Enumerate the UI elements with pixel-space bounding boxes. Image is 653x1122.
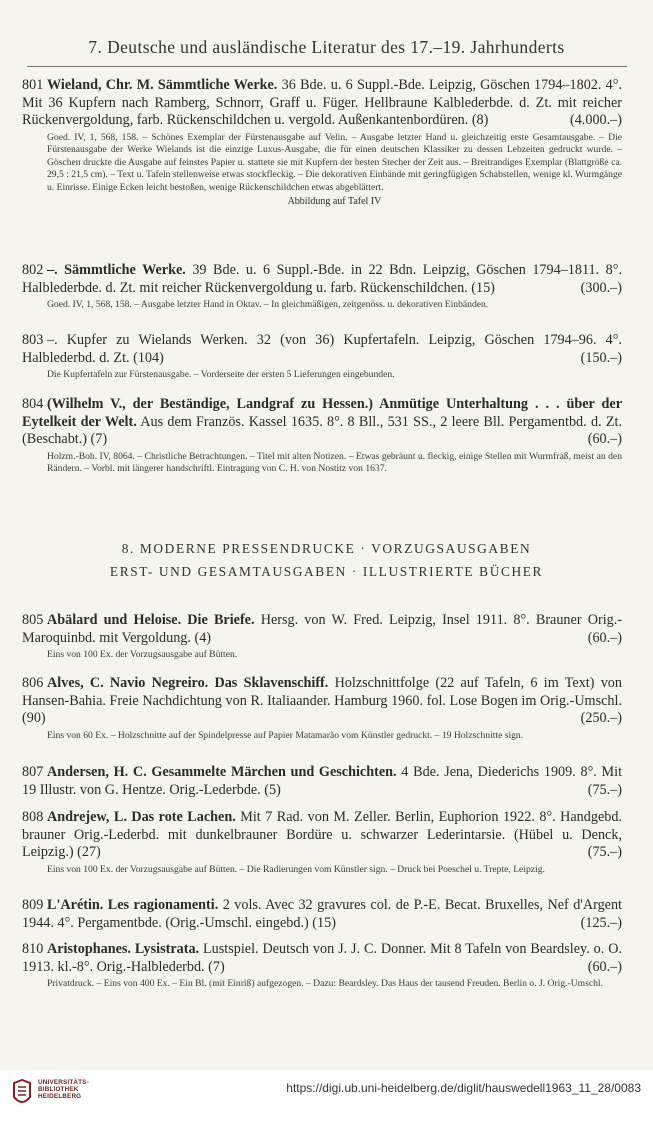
lot-number: 810 [22,941,44,957]
lot-number: 804 [22,396,44,412]
catalog-entry-804 [22,396,622,476]
catalog-entry-801 [22,77,622,207]
entry-title: L'Arétin. Les ragionamenti. [47,897,219,913]
catalog-entry-809 [22,897,622,932]
lot-price: (150.–) [580,349,622,366]
source-url-link[interactable]: https://digi.ub.uni-heidelberg.de/diglit/hauswedell1963_11_28/0083 [286,1081,641,1095]
lot-price: (60.–) [587,431,622,447]
entry-title: Aristophanes. Lysistrata. [47,941,200,957]
library-logo-text [38,1079,89,1101]
catalog-entry-803 [22,332,622,382]
entry-text: Mit 7 Rad. von M. Zeller. Berlin, Euphorion 1922. 8°. Handgebd. brauner Orig.-Lederbd. mit dunkelbrauner Bordüre u. schwarzer Lederintarsie. (Hübel u. Denck, Leipzig.) (27) [22,809,622,860]
viewer-footer [0,1070,653,1122]
entry-text: 2 vols. Avec 32 gravures col. de P.-E. Becat. Bruxelles, Nef d'Argent 1944. 4°. Pergamentbde. (Orig.-Umschl. eingebd.) (15) [22,897,622,931]
entry-description: Eins von 100 Ex. der Vorzugsausgabe auf Bütten. [47,649,238,660]
entry-text: 4 Bde. Jena, Diederichs 1909. 8°. Mit 19 Illustr. von G. Hentze. Orig.-Lederbde. (5) [22,764,623,798]
lot-number: 802 [22,262,44,278]
lot-number: 806 [22,675,44,691]
lot-price: (300.–) [580,279,622,296]
entry-description: Goed. IV, 1, 568, 158. – Ausgabe letzter Hand in Oktav. – In gleichmäßigen, zeitgenöss. u. dekorativen Einbänden. [47,299,489,310]
lot-price: (75.–) [587,781,622,798]
entry-description: Eins von 60 Ex. – Holzschnitte auf der Spindelpresse auf Papier Matamarão vom Künstler gedruckt. – 19 Holzschnitte sign. [47,729,524,741]
plate-reference: Abbildung auf Tafel IV [287,196,382,208]
library-logo-icon [10,1079,34,1109]
entry-text: Lustspiel. Deutsch von J. J. C. Donner. Mit 8 Tafeln von Beardsley. o. O. 1913. kl.-8°. Orig.-Halblederbd. (7) [22,941,622,975]
entry-title: Alves, C. Navio Negreiro. Das Sklavenschiff. [47,675,329,691]
entry-text: Holzschnittfolge (22 auf Tafeln, 6 im Text) von Hansen-Bahia. Freie Nachdichtung von R. Italiaander. Hamburg 1960. fol. Lose Bogen im Orig.-Umschl. (90) [22,675,622,726]
entry-text: Hersg. von W. Fred. Leipzig, Insel 1911. 8°. Brauner Orig.-Maroquinbd. mit Vergoldung. (4) [22,612,622,646]
lot-number: 809 [22,897,44,913]
lot-price: (75.–) [587,844,622,860]
entry-description: Goed. IV, 1, 568, 158. – Schönes Exemplar der Fürstenausgabe auf Velin. – Ausgabe letzter Hand u. gleichzeitig erste Gesamtausgabe. – Die Fürstenausgabe der Werke Wielands ist die einzige Luxus-Ausgabe, die für einen deutschen Klassiker zu dessen Lebzeiten gedruckt wurde. – Göschen druckte die Ausgabe auf feinstes Papier u. stattete sie mit Kupfern der besten Stecher der Zeit aus. – Breitrandiges Exemplar (Blattgröße ca. 29,5 : 21,5 cm). – Text u. Tafeln stellenweise etwas stockfleckig. – Die dekorativen Einbände mit geringfügigen Schabstellen, wenige kl. Wurmgänge u. Einrisse. Einige Ecken leicht bestoßen, wenige Rückenschildchen etwas abgeblättert. [47,131,622,193]
lot-number: 801 [22,77,44,93]
entry-title: Andrejew, L. Das rote Lachen. [47,809,236,825]
catalog-entry-810 [22,941,622,991]
lot-price: (60.–) [587,629,622,646]
entry-title: Andersen, H. C. Gesammelte Märchen und Geschichten. [47,764,397,780]
entry-text: Aus dem Französ. Kassel 1635. 8°. 8 Bll., 531 SS., 2 leere Bll. Pergamentbd. d. Zt. (Beschabt.) (7) [22,413,622,447]
entry-description: Die Kupfertafeln zur Fürstenausgabe. – Vorderseite der ersten 5 Lieferungen eingebunden. [47,369,395,380]
logo-line-1: UNIVERSITÄTS- [38,1079,89,1086]
logo-line-2: BIBLIOTHEK [38,1086,79,1094]
catalog-entry-808 [22,809,622,876]
entry-title: –. Sämmtliche Werke. [47,262,186,278]
entry-description: Eins von 100 Ex. der Vorzugsausgabe auf Bütten. – Die Radierungen vom Künstler sign. – Druck bei Poeschel u. Trepte, Leipzig. [47,863,545,875]
page-header: 7. Deutsche und ausländische Literatur des 17.–19. Jahrhunderts [88,37,565,57]
lot-price: (60.–) [587,958,622,975]
lot-number: 805 [22,612,44,628]
lot-number: 803 [22,332,44,348]
catalog-entry-805 [22,612,622,662]
header-rule [27,66,627,67]
section-title-line2: ERST- UND GESAMTAUSGABEN · ILLUSTRIERTE BÜCHER [109,564,544,579]
lot-number: 807 [22,764,44,780]
entry-title: Wieland, Chr. M. Sämmtliche Werke. [47,77,278,93]
entry-text: 36 Bde. u. 6 Suppl.-Bde. Leipzig, Göschen 1794–1802. 4°. Mit 36 Kupfern nach Ramberg, Schnorr, Graff u. Füger. Hellbraune Kalblederbde. d. Zt. mit reicher Rückenvergoldung, farb. Rückenschildchen u. vergold. Außenkantenbordüren. (8) [22,77,622,128]
entry-description: Holzm.-Boh. IV, 8064. – Christliche Betrachtungen. – Titel mit alten Notizen. – Etwas gebräunt u. fleckig, einige Stellen mit Wurmfraß, meist an den Rändern. – Vorbl. mit längerer handschriftl. Eintragung von C. H. von Nostitz von 1637. [47,450,622,475]
entry-title: (Wilhelm V., der Beständige, Landgraf zu Hessen.) Anmütige Unterhaltung . . . über der Eytelkeit der Welt. [22,396,622,430]
section-title-line1: 8. MODERNE PRESSENDRUCKE · VORZUGSAUSGABEN [121,541,532,556]
lot-price: (125.–) [580,914,622,931]
entry-title: Abälard und Heloise. Die Briefe. [47,612,255,628]
lot-price: (250.–) [580,710,622,726]
logo-line-3: HEIDELBERG [38,1093,82,1101]
lot-price: (4.000.–) [569,112,622,128]
entry-description: Privatdruck. – Eins von 400 Ex. – Ein Bl. (mit Einriß) aufgezogen. – Dazu: Beardsley. Das Haus der tausend Freuden. Berlin o. J. Orig.-Umschl. [47,978,603,989]
catalog-entry-807 [22,764,622,799]
catalog-entry-802 [22,262,622,312]
entry-text: –. Kupfer zu Wielands Werken. 32 (von 36) Kupfertafeln. Leipzig, Göschen 1794–96. 4°. Halblederbd. d. Zt. (104) [22,332,622,366]
lot-number: 808 [22,809,44,825]
catalog-entry-806 [22,675,622,742]
entry-text: 39 Bde. u. 6 Suppl.-Bde. in 22 Bdn. Leipzig, Göschen 1794–1811. 8°. Halblederbde. d. Zt. mit reicher Rückenvergoldung u. farb. Rückenschildchen. (15) [22,262,622,296]
